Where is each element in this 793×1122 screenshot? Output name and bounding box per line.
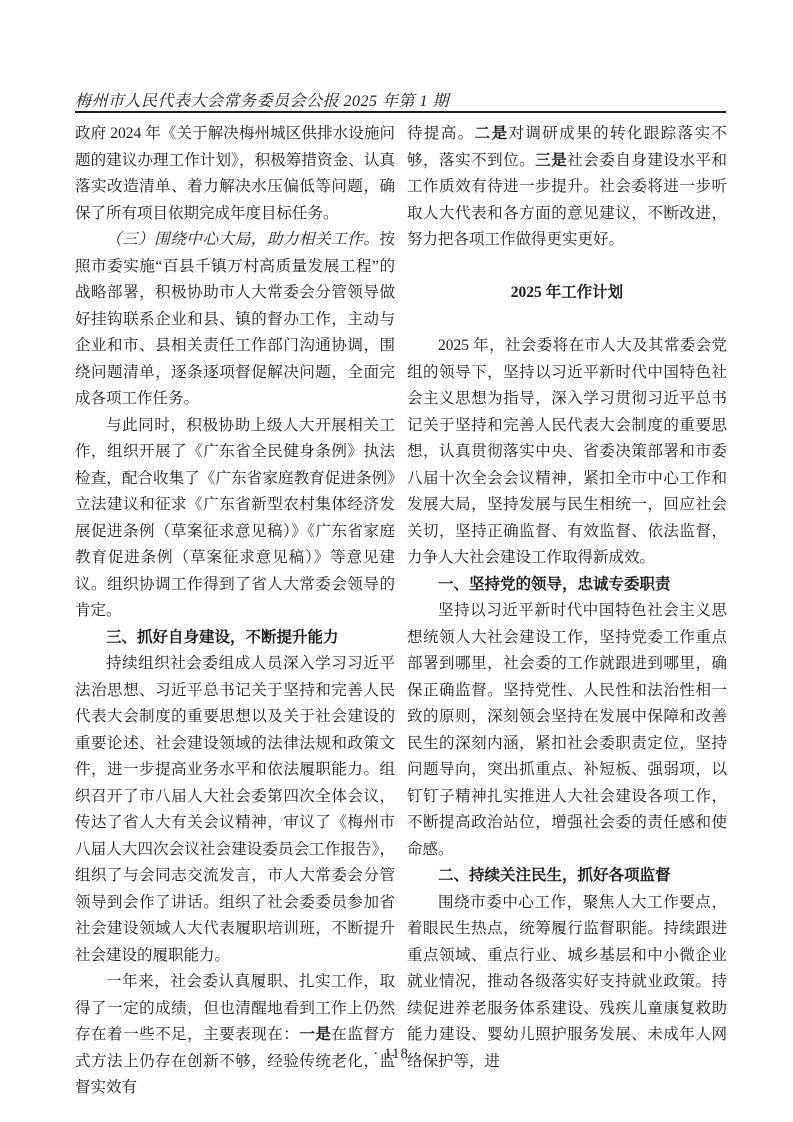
text-run-bold: 二是	[474, 125, 509, 142]
text-run-normal: 一年来，社会委认真履职、扎实工作，取得了一定的成绩，但也清醒地看到工作上仍然存在着一些不足，主要表现在：	[75, 973, 395, 1043]
text-run-normal: 2025 年工作计划	[510, 284, 624, 301]
text-run-normal: 对调研成果的转化跟踪落实不够，落实不到位。	[407, 125, 727, 169]
header-rule	[75, 111, 726, 113]
text-run-normal: 在监督方式方法上仍存在创新不够，经验传统老化，监督实效有	[75, 1026, 395, 1096]
page-header-title: 梅州市人民代表大会常务委员会公报 2025 年第 1 期	[75, 93, 450, 110]
left-column	[75, 121, 395, 1102]
paragraph	[75, 969, 395, 1102]
text-run-normal: 按照市委实施“百县千镇万村高质量发展工程”的战略部署，积极协助市人大常委会分管领导做好挂钩联系企业和县、镇的督办工作，主动与企业和市、县相关责任工作部门沟通协调，围绕问题清单，逐条逐项督促解决问题，全面完成各项工作任务。	[75, 231, 395, 407]
chapter-heading	[407, 280, 727, 307]
text-run-normal: 围绕市委中心工作，聚焦人大工作要点，着眼民生热点，统筹履行监督职能。持续跟进重点领域、重点行业、城乡基层和中小微企业就业情况，推动各级落实好支持就业政策。持续促进养老服务体系建设、残疾儿童康复救助能力建设、婴幼儿照护服务发展、未成年人网络保护等，进	[407, 893, 727, 1070]
section-heading	[407, 572, 727, 599]
text-run-kai: （三）围绕中心大局，助力相关工作。	[106, 231, 380, 248]
paragraph	[407, 333, 727, 572]
text-run-normal: 与此同时，积极协助上级人大开展相关工作，组织开展了《广东省全民健身条例》执法检查，配合收集了《广东省家庭教育促进条例》立法建议和征求《广东省新型农村集体经济发展促进条例（草案征求意见稿）》《广东省家庭教育促进条例（草案征求意见稿）》等意见建议。组织协调工作得到了省人大常委会领导的肯定。	[75, 416, 395, 619]
paragraph	[75, 651, 395, 969]
paragraph	[75, 413, 395, 625]
page-number: · 118 ·	[373, 1046, 420, 1062]
text-run-normal: 待提高。	[407, 125, 475, 142]
paragraph	[407, 598, 727, 863]
paragraph	[75, 121, 395, 227]
paragraph	[407, 121, 727, 254]
text-run-bold: 一是	[299, 1026, 332, 1043]
paragraph	[75, 227, 395, 413]
content-columns	[75, 121, 727, 1102]
text-run-bold: 三是	[535, 151, 568, 169]
text-run-normal: 持续组织社会委组成人员深入学习习近平法治思想、习近平总书记关于坚持和完善人民代表大会制度的重要思想以及关于社会建设的重要论述、社会建设领域的法律法规和政策文件，进一步提高业务水平和依法履职能力。组织召开了市八届人大社会委第四次全体会议，传达了省人大有关会议精神，审议了《梅州市八届人大四次会议社会建设委员会工作报告》，组织了与会同志交流发言，市人大常委会分管领导到会作了讲话。组织了社会委委员参加省社会建设领域人大代表履职培训班，不断提升社会建设的履职能力。	[75, 655, 395, 964]
section-heading	[75, 625, 395, 652]
text-run-normal: 2025 年，社会委将在市人大及其常委会党组的领导下，坚持以习近平新时代中国特色社会主义思想为指导，深入学习贯彻习近平总书记关于坚持和完善人民代表大会制度的重要思想，认真贯彻落实中央、省委决策部署和市委八届十次全会会议精神，紧扣全市中心工作和发展大局，坚持发展与民生相统一，回应社会关切，坚持正确监督、有效监督、依法监督，力争人大社会建设工作取得新成效。	[407, 337, 727, 566]
section-heading	[407, 863, 727, 890]
text-run-normal: 社会委自身建设水平和工作质效有待进一步提升。社会委将进一步听取人大代表和各方面的意见建议，不断改进，努力把各项工作做得更实更好。	[407, 151, 727, 248]
text-run-normal: 二、持续关注民生，抓好各项监督	[438, 867, 671, 884]
right-column	[407, 121, 727, 1102]
text-run-normal: 政府 2024 年《关于解决梅州城区供排水设施问题的建议办理工作计划》，积极筹措资金、认真落实改造清单、着力解决水压偏低等问题，确保了所有项目依期完成年度目标任务。	[75, 125, 395, 222]
text-run-normal: 三、抓好自身建设，不断提升能力	[106, 628, 339, 646]
text-run-normal: 坚持以习近平新时代中国特色社会主义思想统领人大社会建设工作，坚持党委工作重点部署到哪里，社会委的工作就跟进到哪里，确保正确监督。坚持党性、人民性和法治性相一致的原则，深刻领会坚持在发展中保障和改善民生的深刻内涵，紧扣社会委职责定位，坚持问题导向，突出抓重点、补短板、强弱项，以钉钉子精神扎实推进人大社会建设各项工作，不断提高政治站位，增强社会委的责任感和使命感。	[407, 602, 727, 858]
text-run-normal: 一、坚持党的领导，忠诚专委职责	[438, 575, 671, 593]
